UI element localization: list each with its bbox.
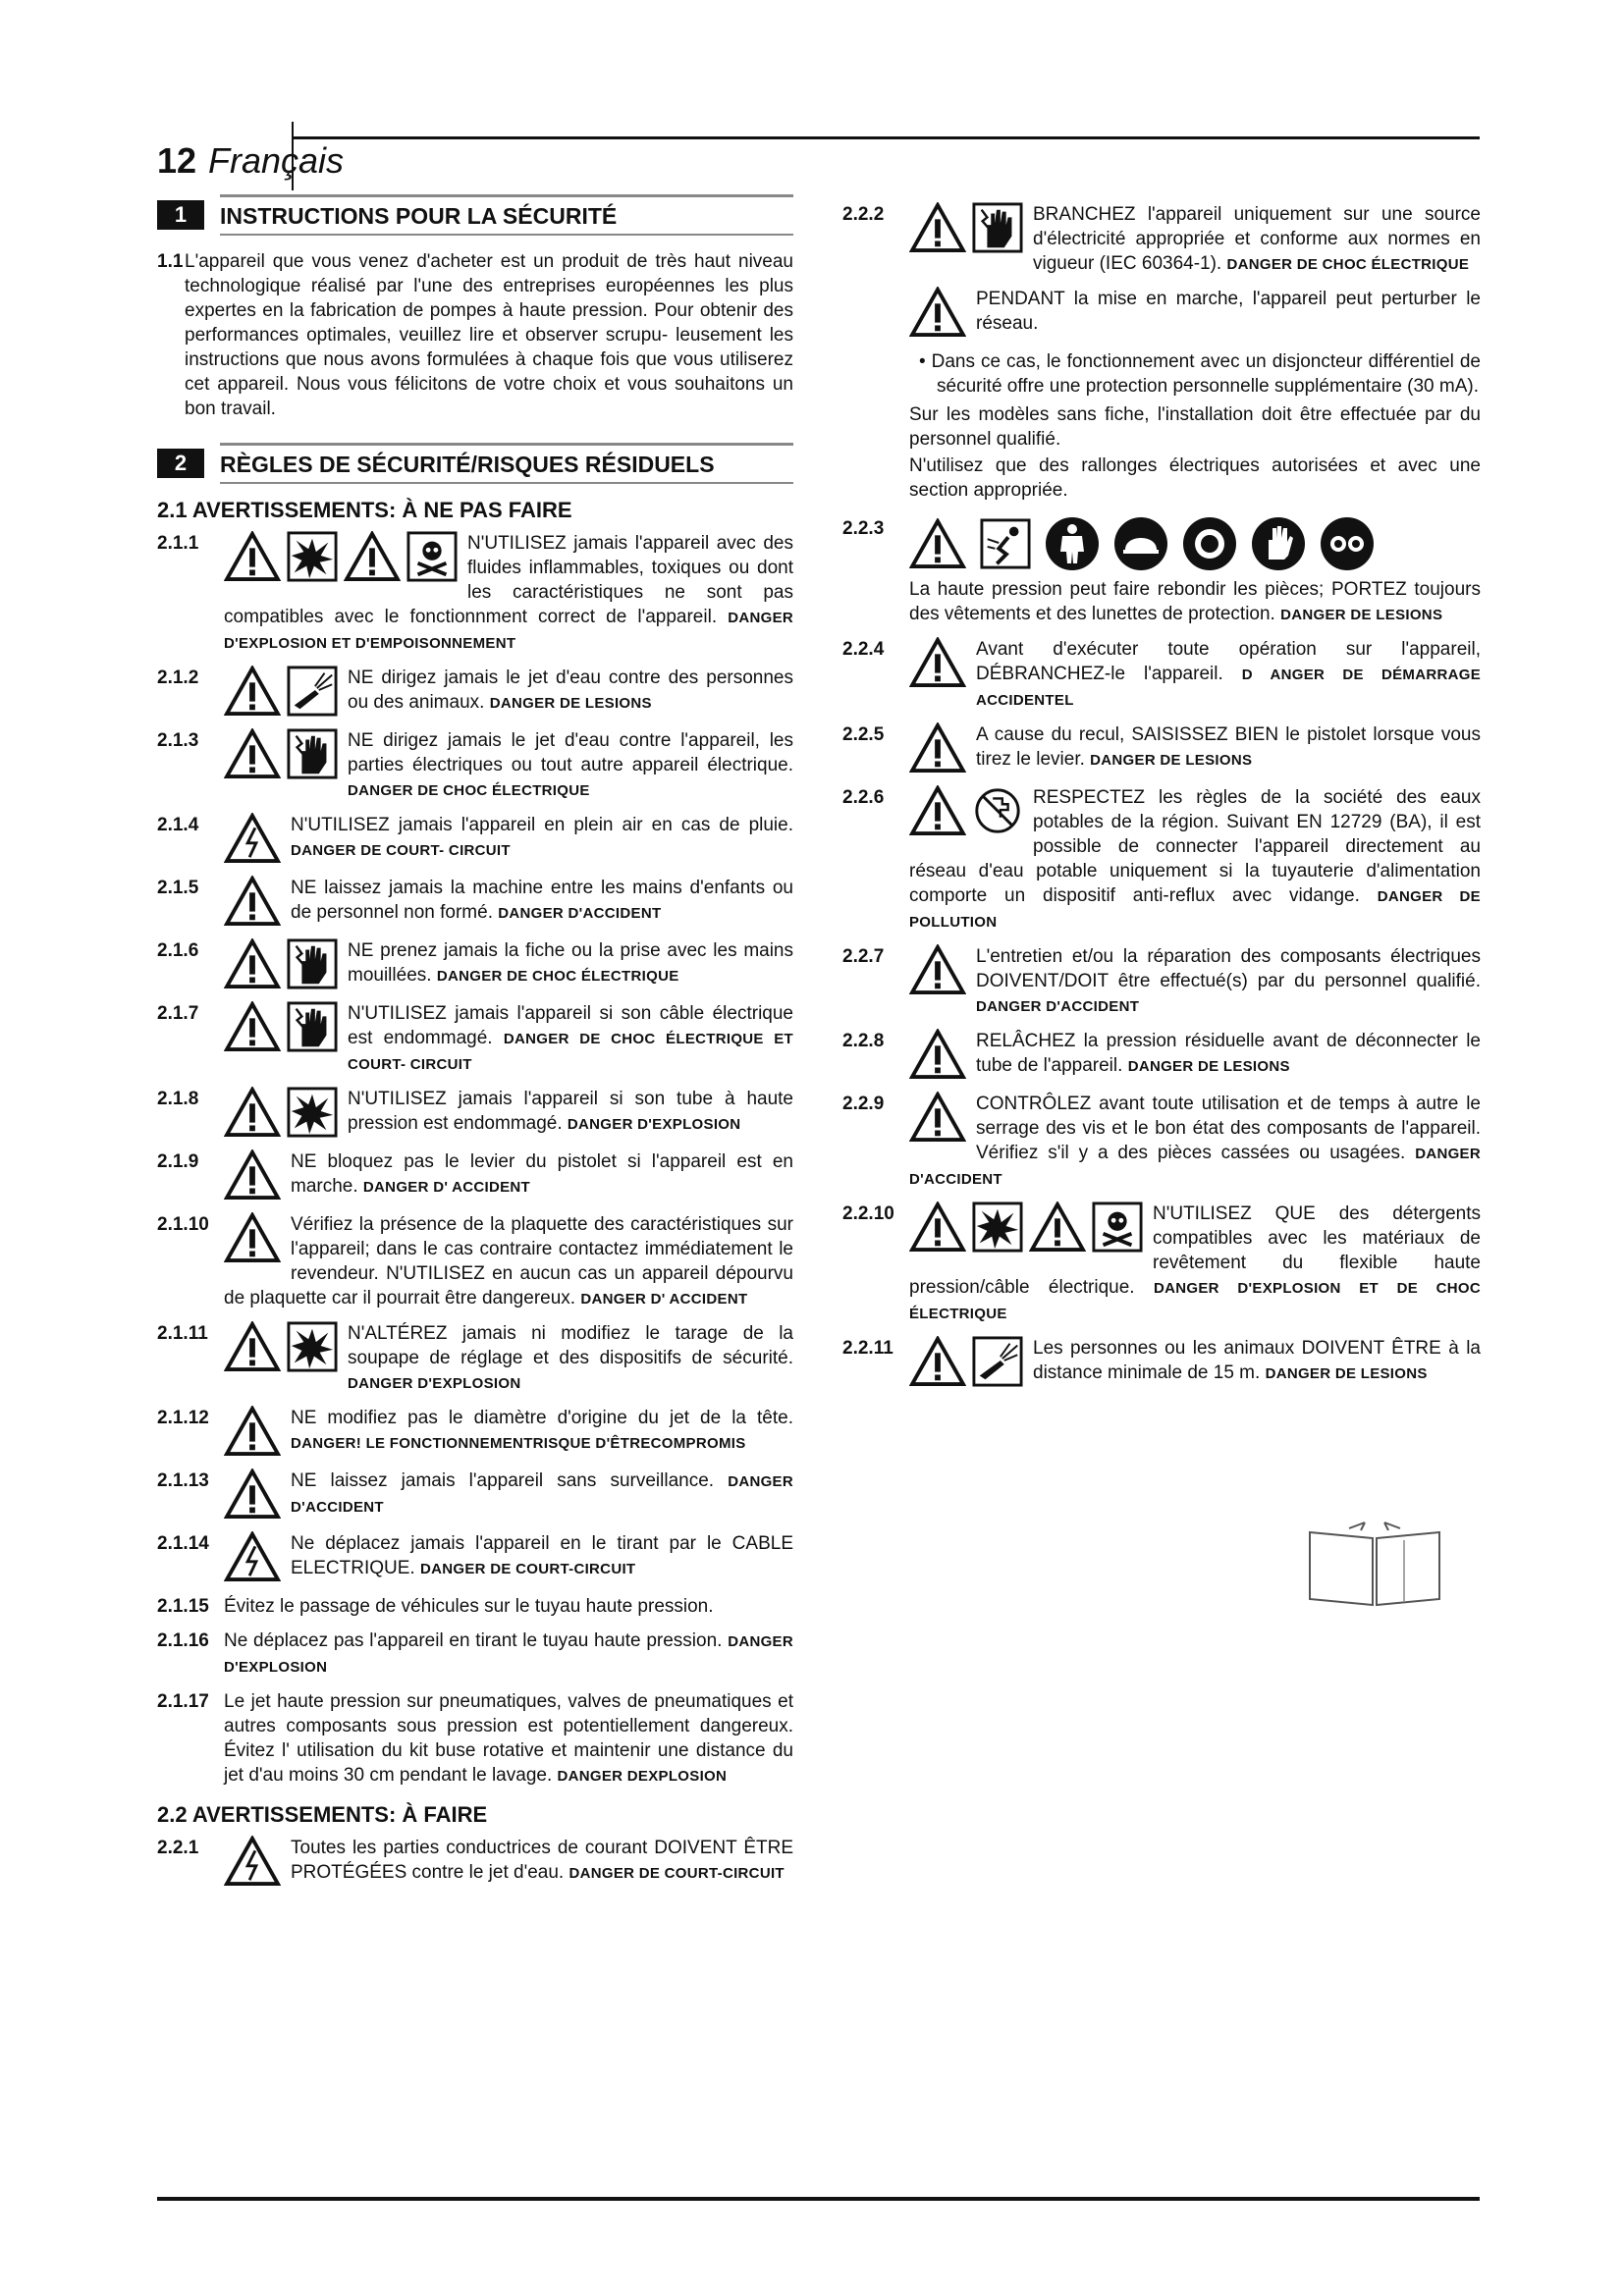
item-number: 2.2.5: [842, 724, 885, 745]
left-column: [157, 194, 793, 1898]
item-number: 2.2.2: [842, 204, 885, 225]
warning-triangle-icon: [909, 1201, 966, 1253]
item-text: NE modifiez pas le diamètre d'origine du jet de la tête.: [291, 1408, 793, 1428]
item-number: 2.1.9: [157, 1151, 199, 1172]
item-number: 2.2.6: [842, 787, 885, 808]
item-number: 2.1.15: [157, 1596, 209, 1617]
electric-hand-icon: [287, 1001, 338, 1052]
warning-item: [842, 637, 1481, 713]
warning-triangle-icon: [224, 666, 281, 717]
subsection-2-2-heading: 2.2 AVERTISSEMENTS: À FAIRE: [157, 1802, 488, 1827]
ear-protection-icon: [1182, 516, 1237, 571]
item-text: N'ALTÉREZ jamais ni modifiez le tarage de la soupape de réglage et des dispositifs de sécurité.: [348, 1323, 793, 1368]
no-drinking-water-icon: [972, 785, 1023, 836]
item-number: 2.1.1: [157, 533, 199, 554]
warning-triangle-icon: [224, 1149, 281, 1201]
subsection-2-1-heading: 2.1 AVERTISSEMENTS: À NE PAS FAIRE: [157, 498, 572, 522]
electric-warning-icon: [224, 813, 281, 864]
danger-label: DANGER D'EXPLOSION: [348, 1375, 521, 1392]
item-number: 2.1.12: [157, 1408, 209, 1428]
warning-triangle-icon: [224, 728, 281, 779]
electric-hand-icon: [972, 202, 1023, 253]
warning-item: [157, 1321, 793, 1396]
water-jet-icon: [287, 666, 338, 717]
electric-warning-icon: [224, 1836, 281, 1887]
water-jet-icon: [972, 1336, 1023, 1387]
item-number: 2.1.6: [157, 940, 199, 961]
danger-label: DANGER D'ACCIDENT: [976, 998, 1140, 1015]
danger-label: DANGER DE LESIONS: [1090, 752, 1253, 769]
item-text: L'entretien et/ou la réparation des composants électriques DOIVENT/DOIT être effectué(s) par du personnel qualifié.: [976, 946, 1481, 991]
item-text: RESPECTEZ les règles de la société des eaux potables de la région. Suivant EN 12729 (BA), il est possible de connecter l'appareil directement au réseau d'eau potable uniquement si la tuyauterie d'alimentation comporte un dispositif anti-reflux avec vidange.: [909, 787, 1481, 906]
item-text: NE laissez jamais l'appareil sans surveillance.: [291, 1470, 715, 1491]
warning-item: [842, 944, 1481, 1019]
item-number: 2.1.17: [157, 1691, 209, 1712]
item-text: NE dirigez jamais le jet d'eau contre l'appareil, les parties électriques ou tout autre appareil électrique.: [348, 730, 793, 775]
danger-label: DANGER DE LESIONS: [1265, 1365, 1428, 1382]
danger-label: DANGER DE LESIONS: [489, 695, 652, 712]
intro-paragraph: [157, 249, 793, 421]
item-number: 2.2.10: [842, 1203, 894, 1224]
item-number: 2.1.16: [157, 1630, 209, 1651]
danger-label: DANGER D' ACCIDENT: [580, 1291, 748, 1308]
electric-warning-icon: [224, 1531, 281, 1582]
danger-label: DANGER DE POLLUTION: [909, 888, 1481, 931]
item-number: 2.1.8: [157, 1089, 199, 1109]
warning-triangle-icon: [1029, 1201, 1086, 1253]
danger-label: DANGER D' ACCIDENT: [362, 1179, 530, 1196]
warning-item: [157, 666, 793, 719]
electric-hand-icon: [287, 938, 338, 989]
helmet-icon: [1113, 516, 1168, 571]
warning-triangle-icon: [909, 944, 966, 995]
warning-item: [842, 785, 1481, 934]
item-text: Le jet haute pression sur pneumatiques, valves de pneumatiques et autres composants sous pression est potentiellement dangereux. Évitez l' utilisation du kit buse rotative et maintenir une distance du jet d'au moins 30 cm pendant le lavage.: [224, 1691, 793, 1786]
warning-item: [157, 1836, 793, 1889]
warning-item: [157, 1629, 793, 1680]
section-1-heading: [157, 194, 793, 236]
item-number: 2.2.4: [842, 639, 885, 660]
explosion-icon: [287, 531, 338, 582]
section-title: RÈGLES DE SÉCURITÉ/RISQUES RÉSIDUELS: [220, 443, 793, 484]
item-number: 2.1.10: [157, 1214, 209, 1235]
danger-label: DANGER DE LESIONS: [1280, 607, 1443, 623]
warning-triangle-icon: [224, 938, 281, 989]
warning-item: [842, 1336, 1481, 1389]
danger-label: DANGER DE CHOC ÉLECTRIQUE: [436, 968, 679, 985]
header-rule: [292, 136, 1480, 139]
item-text: A cause du recul, SAISISSEZ BIEN le pistolet lorsque vous tirez le levier.: [976, 724, 1481, 770]
warning-triangle-icon: [909, 1029, 966, 1080]
warning-triangle-icon: [909, 785, 966, 836]
item-text: Ne déplacez pas l'appareil en tirant le tuyau haute pression.: [224, 1630, 723, 1651]
danger-label: DANGER D'ACCIDENT: [909, 1146, 1481, 1188]
danger-label: D ANGER DE DÉMARRAGE ACCIDENTEL: [976, 667, 1482, 709]
warning-triangle-icon: [224, 1468, 281, 1520]
item-number: 1.1: [157, 251, 184, 272]
item-text: NE laissez jamais la machine entre les mains d'enfants ou de personnel non formé.: [291, 878, 793, 923]
warning-triangle-icon: [909, 722, 966, 774]
toxic-icon: [1092, 1201, 1143, 1253]
item-text: La haute pression peut faire rebondir les pièces; PORTEZ toujours des vêtements et des lunettes de protection.: [909, 579, 1481, 624]
warning-triangle-icon: [909, 1336, 966, 1387]
warning-triangle-icon: [224, 1406, 281, 1457]
gloves-icon: [1251, 516, 1306, 571]
warning-triangle-icon: [909, 518, 966, 569]
warning-triangle-icon: [909, 1092, 966, 1143]
danger-label: DANGER D'EXPLOSION: [224, 1633, 793, 1676]
right-column: [842, 202, 1481, 1399]
warning-triangle-icon: [224, 1001, 281, 1052]
electric-hand-icon: [287, 728, 338, 779]
danger-label: DANGER DE COURT-CIRCUIT: [568, 1865, 785, 1882]
paragraph: N'utilisez que des rallonges électriques autorisées et avec une section appropriée.: [909, 455, 1481, 501]
warning-triangle-icon: [224, 1087, 281, 1138]
section-number: 2: [157, 449, 204, 478]
warning-item: [157, 1594, 793, 1619]
item-text: NE dirigez jamais le jet d'eau contre des personnes ou des animaux.: [348, 667, 793, 713]
danger-label: DANGER! LE FONCTIONNEMENTRISQUE D'ÊTRECOMPROMIS: [291, 1435, 746, 1452]
item-number: 2.2.1: [157, 1838, 199, 1858]
warning-item: [842, 722, 1481, 775]
warning-triangle-icon: [909, 637, 966, 688]
warning-triangle-icon: [909, 287, 966, 338]
item-number: 2.1.14: [157, 1533, 209, 1554]
warning-triangle-icon: [224, 1321, 281, 1372]
item-text: Avant d'exécuter toute opération sur l'appareil, DÉBRANCHEZ-le l'appareil.: [976, 639, 1481, 684]
toxic-icon: [406, 531, 458, 582]
item-text: L'appareil que vous venez d'acheter est un produit de très haut niveau technologique réalisé par l'une des entreprises européennes les plus expertes en la fabrication de pompes à haute pression. Pour obtenir des performances optimales, veuillez lire et observer scrupu- leusement les instructions que nous avons formulées à chaque fois que vous utiliserez cet appareil. Nous vous félicitons de votre choix et vous souhaitons un bon travail.: [185, 251, 793, 419]
item-text: Ne déplacez jamais l'appareil en le tirant par le CABLE ELECTRIQUE.: [291, 1533, 793, 1578]
warning-triangle-icon: [224, 1212, 281, 1263]
danger-label: DANGER D'ACCIDENT: [498, 905, 662, 922]
warning-item: [157, 1468, 793, 1522]
item-text: N'UTILISEZ jamais l'appareil si son tube à haute pression est endommagé.: [348, 1089, 793, 1134]
warning-item: [157, 531, 793, 656]
warning-item: [157, 1212, 793, 1311]
item-number: 2.1.11: [157, 1323, 208, 1344]
danger-label: DANGER DE COURT- CIRCUIT: [291, 842, 511, 859]
item-text: N'UTILISEZ QUE des détergents compatibles avec les matériaux de revêtement du flexible haute pression/câble électrique.: [909, 1203, 1481, 1298]
warning-item: [157, 728, 793, 803]
bullet-item: • Dans ce cas, le fonctionnement avec un disjoncteur différentiel de sécurité offre une protection personnelle supplémentaire (30 mA).: [919, 351, 1481, 397]
danger-label: DANGER DEXPLOSION: [557, 1768, 728, 1785]
read-manual-icon: [1306, 1519, 1443, 1609]
warning-triangle-icon: [224, 876, 281, 927]
danger-label: DANGER DE CHOC ÉLECTRIQUE: [348, 782, 590, 799]
item-number: 2.1.7: [157, 1003, 199, 1024]
protective-suit-icon: [1045, 516, 1100, 571]
rebound-icon: [980, 518, 1031, 569]
section-number: 1: [157, 200, 204, 230]
item-text: N'UTILISEZ jamais l'appareil en plein air en cas de pluie.: [291, 815, 793, 835]
warning-item: [157, 813, 793, 866]
item-text: PENDANT la mise en marche, l'appareil peut perturber le réseau.: [976, 289, 1481, 334]
item-number: 2.2.9: [842, 1094, 885, 1114]
page-language: Français: [208, 140, 345, 181]
warning-triangle-icon: [224, 531, 281, 582]
item-number: 2.1.4: [157, 815, 199, 835]
footer-rule: [157, 2197, 1480, 2201]
page-number: 12: [157, 140, 197, 181]
section-2-heading: [157, 443, 793, 484]
danger-label: DANGER D'EXPLOSION ET D'EMPOISONNEMENT: [224, 610, 794, 652]
warning-item: [157, 1406, 793, 1459]
item-text: RELÂCHEZ la pression résiduelle avant de déconnecter le tube de l'appareil.: [976, 1031, 1481, 1076]
warning-item: [157, 1689, 793, 1789]
item-text: NE bloquez pas le levier du pistolet si l'appareil est en marche.: [291, 1151, 793, 1197]
danger-label: DANGER D'ACCIDENT: [291, 1473, 793, 1516]
item-number: 2.2.11: [842, 1338, 893, 1359]
warning-item: [842, 516, 1481, 627]
item-number: 2.2.7: [842, 946, 885, 967]
warning-item: [842, 1092, 1481, 1192]
danger-label: DANGER DE CHOC ÉLECTRIQUE: [1226, 256, 1470, 273]
item-text: CONTRÔLEZ avant toute utilisation et de temps à autre le serrage des vis et le bon état des composants de l'appareil. Vérifiez s'il y a des pièces cassées ou usagées.: [976, 1094, 1481, 1163]
warning-item: [909, 287, 1481, 340]
warning-item: [157, 876, 793, 929]
item-text: BRANCHEZ l'appareil uniquement sur une source d'électricité appropriée et conforme aux normes en vigueur (IEC 60364-1).: [1033, 204, 1481, 274]
warning-triangle-icon: [909, 202, 966, 253]
item-text: Vérifiez la présence de la plaquette des caractéristiques sur l'appareil; dans le cas contraire contactez immédiatement le revendeur. N'UTILISEZ en aucun cas un appareil dépourvu de plaquette car il pourrait être dangereux.: [224, 1214, 793, 1308]
warning-item: [157, 938, 793, 991]
danger-label: DANGER DE COURT-CIRCUIT: [419, 1561, 636, 1577]
item-number: 2.1.13: [157, 1470, 209, 1491]
explosion-icon: [287, 1321, 338, 1372]
explosion-icon: [287, 1087, 338, 1138]
item-number: 2.2.8: [842, 1031, 885, 1051]
warning-item: [157, 1149, 793, 1202]
item-text: NE prenez jamais la fiche ou la prise avec les mains mouillées.: [348, 940, 793, 986]
item-text: Les personnes ou les animaux DOIVENT ÊTRE à la distance minimale de 15 m.: [1033, 1338, 1481, 1383]
item-text: Toutes les parties conductrices de courant DOIVENT ÊTRE PROTÉGÉES contre le jet d'eau.: [291, 1838, 793, 1883]
danger-label: DANGER D'EXPLOSION ET DE CHOC ÉLECTRIQUE: [909, 1280, 1481, 1322]
item-number: 2.1.5: [157, 878, 199, 898]
item-number: 2.2.3: [842, 518, 885, 539]
danger-label: DANGER DE LESIONS: [1127, 1058, 1290, 1075]
warning-item: [842, 1201, 1481, 1326]
bullet-text: Dans ce cas, le fonctionnement avec un disjoncteur différentiel de sécurité offre une protection personnelle supplémentaire (30 mA).: [931, 351, 1481, 397]
warning-item: [157, 1531, 793, 1584]
warning-item: [842, 202, 1481, 277]
warning-item: [157, 1001, 793, 1077]
explosion-icon: [972, 1201, 1023, 1253]
paragraph: Sur les modèles sans fiche, l'installation doit être effectuée par du personnel qualifié.: [909, 404, 1481, 450]
warning-item: [157, 1087, 793, 1140]
section-title: INSTRUCTIONS POUR LA SÉCURITÉ: [220, 194, 793, 236]
warning-item: [842, 1029, 1481, 1082]
goggles-icon: [1320, 516, 1375, 571]
danger-label: DANGER DE CHOC ÉLECTRIQUE ET COURT- CIRCUIT: [348, 1031, 793, 1073]
item-number: 2.1.2: [157, 667, 199, 688]
item-text: N'UTILISEZ jamais l'appareil si son câble électrique est endommagé.: [348, 1003, 793, 1048]
item-text: Évitez le passage de véhicules sur le tuyau haute pression.: [224, 1596, 714, 1617]
warning-triangle-icon: [344, 531, 401, 582]
item-text: N'UTILISEZ jamais l'appareil avec des fluides inflammables, toxiques ou dont les caractéristiques ne sont pas compatibles avec le fonctionnment correct de l'appareil.: [224, 533, 793, 627]
item-number: 2.1.3: [157, 730, 199, 751]
danger-label: DANGER D'EXPLOSION: [567, 1116, 741, 1133]
